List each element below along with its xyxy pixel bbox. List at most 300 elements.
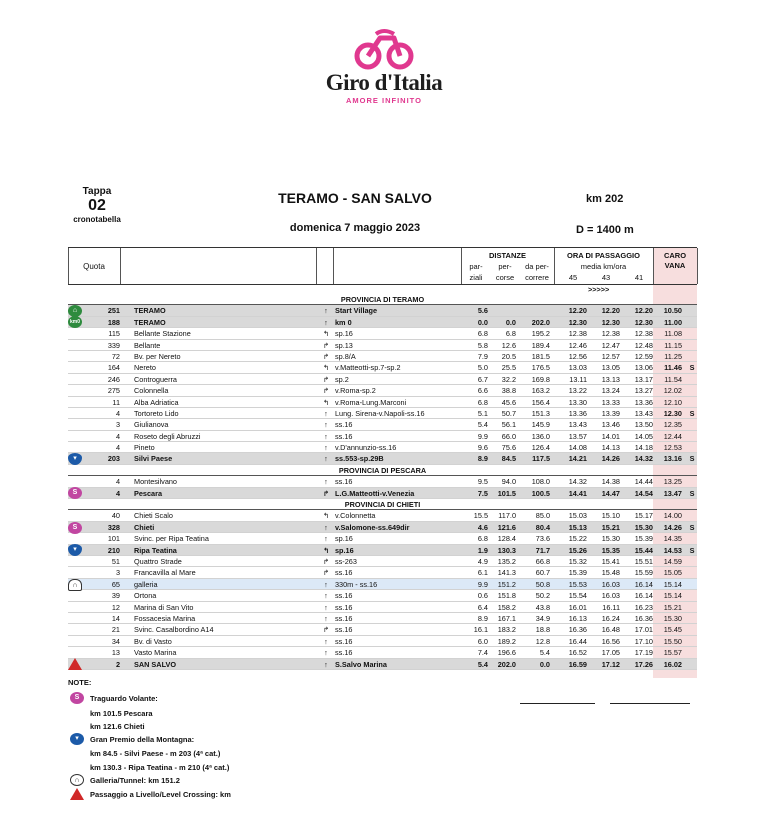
covered-km-cell: 45.6 bbox=[501, 397, 516, 407]
partial-km-cell: 15.5 bbox=[473, 511, 488, 521]
road-cell: ss.16 bbox=[335, 477, 353, 487]
time-45-cell: 16.44 bbox=[568, 636, 587, 646]
covered-km-cell: 167.1 bbox=[497, 613, 516, 623]
location-cell: Pineto bbox=[134, 443, 155, 453]
time-43-cell: 16.56 bbox=[601, 636, 620, 646]
remaining-km-cell: 12.8 bbox=[535, 636, 550, 646]
notes-tv: Traguardo Volante: bbox=[90, 694, 158, 703]
stage-elevation: D = 1400 m bbox=[576, 224, 634, 236]
level-crossing-icon bbox=[70, 788, 84, 800]
time-43-cell: 13.24 bbox=[601, 386, 620, 396]
remaining-km-cell: 117.5 bbox=[532, 454, 550, 464]
caravan-time-cell: 16.02 bbox=[663, 659, 682, 669]
location-cell: Chieti Scalo bbox=[134, 511, 173, 521]
direction-icon: ↰ bbox=[322, 511, 330, 521]
table-row bbox=[68, 488, 697, 499]
arrows-indicator: >>>>> bbox=[588, 285, 610, 294]
time-45-cell: 13.43 bbox=[568, 420, 587, 430]
stage-number-block bbox=[62, 186, 132, 224]
province-name: PROVINCIA DI PESCARA bbox=[338, 465, 427, 475]
partial-km-cell: 9.5 bbox=[477, 477, 488, 487]
time-43-cell: 15.21 bbox=[601, 522, 620, 532]
table-row bbox=[68, 305, 697, 316]
road-cell: ss.16 bbox=[335, 431, 353, 441]
road-cell: ss-263 bbox=[335, 556, 357, 566]
time-41-cell: 16.14 bbox=[634, 579, 653, 589]
direction-icon: ↑ bbox=[324, 648, 328, 658]
time-45-cell: 15.53 bbox=[568, 579, 587, 589]
covered-km-cell: 66.0 bbox=[501, 431, 516, 441]
quota-cell: 4 bbox=[115, 443, 120, 453]
flag-cell: S bbox=[689, 522, 695, 532]
location-cell: TERAMO bbox=[134, 306, 166, 316]
covered-km-cell: 50.7 bbox=[501, 408, 516, 418]
remaining-km-cell: 85.0 bbox=[535, 511, 550, 521]
time-41-cell: 13.27 bbox=[634, 386, 653, 396]
covered-km-cell: 20.5 bbox=[501, 351, 516, 361]
partial-km-cell: 6.6 bbox=[477, 386, 488, 396]
caravan-time-cell: 12.02 bbox=[663, 386, 682, 396]
notes-title: NOTE: bbox=[68, 678, 92, 687]
caravan-time-cell: 13.25 bbox=[663, 477, 682, 487]
table-row bbox=[68, 533, 697, 544]
location-cell: Nereto bbox=[134, 363, 156, 373]
direction-icon: ↰ bbox=[322, 397, 330, 407]
table-row bbox=[68, 442, 697, 453]
location-cell: Colonnella bbox=[134, 386, 169, 396]
remaining-km-cell: 108.0 bbox=[531, 477, 550, 487]
time-45-cell: 16.01 bbox=[568, 602, 587, 612]
stage-date: domenica 7 maggio 2023 bbox=[289, 222, 421, 234]
road-cell: Start Village bbox=[335, 306, 378, 316]
direction-icon: ↱ bbox=[322, 625, 330, 635]
header-vana: VANA bbox=[664, 261, 686, 270]
time-43-cell: 14.47 bbox=[601, 488, 620, 498]
arrows-row bbox=[68, 285, 697, 294]
table-row bbox=[68, 556, 697, 567]
quota-cell: 246 bbox=[107, 374, 120, 384]
time-43-cell: 16.03 bbox=[601, 579, 620, 589]
traguardo-volante-icon: S bbox=[70, 692, 84, 704]
direction-icon: ↑ bbox=[324, 602, 328, 612]
location-cell: Ortona bbox=[134, 591, 157, 601]
time-43-cell: 14.26 bbox=[601, 454, 620, 464]
partial-km-cell: 6.8 bbox=[477, 534, 488, 544]
caravan-time-cell: 11.46 bbox=[664, 363, 682, 373]
covered-km-cell: 6.8 bbox=[505, 329, 516, 339]
covered-km-cell: 128.4 bbox=[497, 534, 516, 544]
covered-km-cell: 183.2 bbox=[497, 625, 516, 635]
direction-icon: ↱ bbox=[322, 351, 330, 361]
table-row bbox=[68, 419, 697, 430]
time-43-cell: 15.41 bbox=[601, 556, 620, 566]
start-icon: ⌂ bbox=[68, 305, 82, 317]
quota-cell: 251 bbox=[107, 306, 120, 316]
direction-icon: ↱ bbox=[322, 340, 330, 350]
quota-cell: 14 bbox=[111, 613, 120, 623]
caravan-time-cell: 11.25 bbox=[664, 351, 682, 361]
remaining-km-cell: 195.2 bbox=[531, 329, 550, 339]
direction-icon: ↑ bbox=[324, 443, 328, 453]
time-41-cell: 13.17 bbox=[634, 374, 653, 384]
header-media: media km/ora bbox=[580, 262, 627, 271]
road-cell: v.Roma-sp.2 bbox=[335, 386, 376, 396]
caravan-time-cell: 15.05 bbox=[663, 568, 682, 578]
time-41-cell: 13.06 bbox=[634, 363, 653, 373]
time-43-cell: 14.01 bbox=[601, 431, 620, 441]
caravan-time-cell: 12.10 bbox=[663, 397, 682, 407]
time-45-cell: 16.59 bbox=[568, 659, 587, 669]
time-43-cell: 14.13 bbox=[601, 443, 620, 453]
partial-km-cell: 9.6 bbox=[477, 443, 488, 453]
time-41-cell: 14.54 bbox=[634, 488, 653, 498]
stage-distance: km 202 bbox=[586, 193, 624, 205]
direction-icon: ↑ bbox=[324, 613, 328, 623]
road-cell: sp.16 bbox=[335, 545, 354, 555]
direction-icon: ↑ bbox=[324, 534, 328, 544]
notes-gpm1: km 84.5 - Silvi Paese - m 203 (4ª cat.) bbox=[90, 749, 221, 758]
time-41-cell: 12.20 bbox=[634, 306, 653, 316]
quota-cell: 34 bbox=[111, 636, 120, 646]
caravan-time-cell: 11.08 bbox=[664, 329, 682, 339]
road-cell: S.Salvo Marina bbox=[335, 659, 387, 669]
caravan-time-cell: 11.15 bbox=[664, 340, 682, 350]
covered-km-cell: 75.6 bbox=[501, 443, 516, 453]
quota-cell: 339 bbox=[107, 340, 120, 350]
location-cell: Bellante Stazione bbox=[134, 329, 191, 339]
header-caro: CARO bbox=[663, 251, 687, 260]
remaining-km-cell: 50.2 bbox=[535, 591, 550, 601]
time-41-cell: 12.38 bbox=[634, 329, 653, 339]
direction-icon: ↑ bbox=[324, 317, 328, 327]
time-41-cell: 13.43 bbox=[634, 408, 653, 418]
time-45-cell: 14.21 bbox=[568, 454, 587, 464]
remaining-km-cell: 43.8 bbox=[535, 602, 550, 612]
gpm-icon: ▾ bbox=[68, 544, 82, 556]
flag-cell: S bbox=[689, 408, 695, 418]
road-cell: ss.553-sp.29B bbox=[335, 454, 384, 464]
road-cell: sp.13 bbox=[335, 340, 353, 350]
stage-title: TERAMO - SAN SALVO bbox=[278, 190, 432, 206]
province-section-row bbox=[68, 465, 697, 476]
road-cell: sp.16 bbox=[335, 534, 353, 544]
location-cell: Bv. per Nereto bbox=[134, 351, 181, 361]
remaining-km-cell: 80.4 bbox=[535, 522, 550, 532]
time-45-cell: 14.41 bbox=[568, 488, 587, 498]
location-cell: Ripa Teatina bbox=[134, 545, 177, 555]
partial-km-cell: 7.5 bbox=[477, 488, 488, 498]
direction-icon: ↰ bbox=[322, 363, 330, 373]
location-cell: SAN SALVO bbox=[134, 659, 177, 669]
quota-cell: 13 bbox=[111, 648, 120, 658]
time-41-cell: 16.14 bbox=[634, 591, 653, 601]
remaining-km-cell: 163.2 bbox=[531, 386, 550, 396]
time-41-cell: 17.26 bbox=[634, 659, 653, 669]
caravan-time-cell: 12.44 bbox=[663, 431, 682, 441]
direction-icon: ↱ bbox=[322, 386, 330, 396]
remaining-km-cell: 5.4 bbox=[539, 648, 550, 658]
direction-icon: ↱ bbox=[322, 374, 330, 384]
header-per: per- bbox=[498, 262, 512, 271]
header-speed-41: 41 bbox=[634, 273, 644, 282]
flag-cell: S bbox=[689, 363, 695, 373]
remaining-km-cell: 66.8 bbox=[535, 556, 550, 566]
direction-icon: ↑ bbox=[324, 659, 328, 669]
table-row bbox=[68, 385, 697, 396]
time-41-cell: 14.32 bbox=[634, 454, 653, 464]
remaining-km-cell: 71.7 bbox=[535, 545, 550, 555]
time-45-cell: 12.46 bbox=[568, 340, 587, 350]
location-cell: galleria bbox=[134, 579, 158, 589]
covered-km-cell: 202.0 bbox=[497, 659, 516, 669]
timetable bbox=[68, 247, 697, 670]
quota-cell: 188 bbox=[107, 317, 120, 327]
time-41-cell: 16.36 bbox=[634, 613, 653, 623]
remaining-km-cell: 151.3 bbox=[531, 408, 550, 418]
road-cell: 330m - ss.16 bbox=[335, 579, 378, 589]
partial-km-cell: 5.1 bbox=[477, 408, 488, 418]
bicycle-logo-icon bbox=[354, 28, 414, 70]
covered-km-cell: 94.0 bbox=[501, 477, 516, 487]
partial-km-cell: 5.0 bbox=[477, 363, 488, 373]
road-cell: km 0 bbox=[335, 317, 352, 327]
remaining-km-cell: 145.9 bbox=[531, 420, 550, 430]
time-45-cell: 16.13 bbox=[568, 613, 587, 623]
time-45-cell: 12.56 bbox=[568, 351, 587, 361]
remaining-km-cell: 156.4 bbox=[531, 397, 550, 407]
quota-cell: 164 bbox=[107, 363, 120, 373]
caravan-time-cell: 14.00 bbox=[663, 511, 682, 521]
table-row bbox=[68, 408, 697, 419]
table-row bbox=[68, 624, 697, 635]
remaining-km-cell: 34.9 bbox=[535, 613, 550, 623]
tunnel-icon: ∩ bbox=[68, 579, 82, 591]
partial-km-cell: 8.9 bbox=[477, 613, 488, 623]
tappa-number: 02 bbox=[88, 197, 106, 214]
quota-cell: 12 bbox=[111, 602, 120, 612]
header-par: par- bbox=[469, 262, 483, 271]
partial-km-cell: 16.1 bbox=[473, 625, 488, 635]
caravan-time-cell: 15.50 bbox=[663, 636, 682, 646]
remaining-km-cell: 60.7 bbox=[535, 568, 550, 578]
caravan-time-cell: 15.30 bbox=[663, 613, 682, 623]
road-cell: Lung. Sirena-v.Napoli-ss.16 bbox=[335, 408, 425, 418]
caravan-time-cell: 14.53 bbox=[663, 545, 682, 555]
time-41-cell: 17.19 bbox=[634, 648, 653, 658]
header-distanze: DISTANZE bbox=[489, 251, 526, 260]
quota-cell: 65 bbox=[111, 579, 120, 589]
direction-icon: ↑ bbox=[324, 591, 328, 601]
time-43-cell: 15.48 bbox=[601, 568, 620, 578]
location-cell: Francavilla al Mare bbox=[134, 568, 196, 578]
flag-cell: S bbox=[689, 545, 695, 555]
time-41-cell: 12.59 bbox=[634, 351, 653, 361]
table-row bbox=[68, 636, 697, 647]
time-43-cell: 13.46 bbox=[601, 420, 620, 430]
partial-km-cell: 5.8 bbox=[477, 340, 488, 350]
notes-gpm2: km 130.3 - Ripa Teatina - m 210 (4ª cat.) bbox=[90, 763, 230, 772]
time-41-cell: 15.39 bbox=[634, 534, 653, 544]
location-cell: Tortoreto Lido bbox=[134, 408, 179, 418]
time-45-cell: 15.13 bbox=[568, 522, 587, 532]
caravan-time-cell: 11.54 bbox=[664, 374, 682, 384]
giro-logo bbox=[322, 28, 446, 124]
time-41-cell: 13.50 bbox=[634, 420, 653, 430]
time-45-cell: 13.36 bbox=[568, 408, 587, 418]
road-cell: ss.16 bbox=[335, 613, 353, 623]
time-41-cell: 12.30 bbox=[634, 317, 653, 327]
time-41-cell: 12.48 bbox=[634, 340, 653, 350]
caravan-time-cell: 12.35 bbox=[663, 420, 682, 430]
quota-cell: 11 bbox=[112, 397, 120, 407]
partial-km-cell: 0.0 bbox=[477, 317, 488, 327]
caravan-time-cell: 14.35 bbox=[663, 534, 682, 544]
road-cell: sp.2 bbox=[335, 374, 349, 384]
time-41-cell: 15.30 bbox=[634, 522, 653, 532]
table-header bbox=[68, 247, 697, 285]
partial-km-cell: 6.7 bbox=[477, 374, 488, 384]
table-row bbox=[68, 659, 697, 670]
time-41-cell: 14.05 bbox=[634, 431, 653, 441]
time-41-cell: 16.23 bbox=[634, 602, 653, 612]
road-cell: v.Roma-Lung.Marconi bbox=[335, 397, 407, 407]
table-row bbox=[68, 431, 697, 442]
time-45-cell: 13.30 bbox=[568, 397, 587, 407]
time-45-cell: 15.26 bbox=[568, 545, 587, 555]
caravan-time-cell: 13.47 bbox=[663, 488, 682, 498]
time-41-cell: 17.10 bbox=[634, 636, 653, 646]
table-row bbox=[68, 397, 697, 408]
road-cell: ss.16 bbox=[335, 625, 353, 635]
location-cell: Roseto degli Abruzzi bbox=[134, 431, 201, 441]
flag-cell: S bbox=[689, 454, 695, 464]
partial-km-cell: 6.4 bbox=[477, 602, 488, 612]
quota-cell: 4 bbox=[115, 408, 120, 418]
time-43-cell: 16.03 bbox=[601, 591, 620, 601]
header-par2: ziali bbox=[469, 273, 483, 282]
time-43-cell: 13.05 bbox=[601, 363, 620, 373]
partial-km-cell: 5.6 bbox=[477, 306, 488, 316]
road-cell: v.D'annunzio-ss.16 bbox=[335, 443, 397, 453]
time-43-cell: 16.48 bbox=[601, 625, 620, 635]
time-41-cell: 14.18 bbox=[634, 443, 653, 453]
time-43-cell: 15.30 bbox=[601, 534, 620, 544]
direction-icon: ↑ bbox=[324, 420, 328, 430]
notes-gpm: Gran Premio della Montagna: bbox=[90, 735, 195, 744]
time-43-cell: 16.11 bbox=[602, 602, 620, 612]
logo-wordmark: Giro d'Italia bbox=[325, 70, 443, 95]
quota-cell: 275 bbox=[107, 386, 120, 396]
partial-km-cell: 5.4 bbox=[477, 659, 488, 669]
time-43-cell: 13.13 bbox=[601, 374, 620, 384]
covered-km-cell: 196.6 bbox=[497, 648, 516, 658]
location-cell: Fossacesia Marina bbox=[134, 613, 196, 623]
table-row bbox=[68, 374, 697, 385]
remaining-km-cell: 0.0 bbox=[539, 659, 550, 669]
province-name: PROVINCIA DI TERAMO bbox=[340, 295, 425, 304]
quota-cell: 40 bbox=[111, 511, 120, 521]
quota-cell: 4 bbox=[115, 477, 120, 487]
header-per2: corse bbox=[495, 273, 515, 282]
time-45-cell: 13.11 bbox=[569, 374, 587, 384]
partial-km-cell: 6.8 bbox=[477, 329, 488, 339]
road-cell: ss.16 bbox=[335, 568, 353, 578]
table-row bbox=[68, 647, 697, 658]
covered-km-cell: 158.2 bbox=[497, 602, 516, 612]
caravan-time-cell: 14.59 bbox=[663, 556, 682, 566]
time-43-cell: 17.05 bbox=[601, 648, 620, 658]
time-45-cell: 13.03 bbox=[568, 363, 587, 373]
caravan-time-cell: 12.30 bbox=[663, 408, 682, 418]
covered-km-cell: 141.3 bbox=[497, 568, 516, 578]
time-43-cell: 12.57 bbox=[601, 351, 620, 361]
header-dac: da per- bbox=[525, 262, 549, 271]
direction-icon: ↑ bbox=[324, 454, 328, 464]
remaining-km-cell: 136.0 bbox=[531, 431, 550, 441]
caravan-time-cell: 15.45 bbox=[663, 625, 682, 635]
covered-km-cell: 101.5 bbox=[497, 488, 516, 498]
partial-km-cell: 9.9 bbox=[477, 579, 488, 589]
direction-icon: ↱ bbox=[322, 488, 330, 498]
covered-km-cell: 32.2 bbox=[501, 374, 516, 384]
quota-cell: 210 bbox=[107, 545, 120, 555]
quota-cell: 39 bbox=[111, 591, 120, 601]
location-cell: Svinc. per Ripa Teatina bbox=[134, 534, 209, 544]
covered-km-cell: 135.2 bbox=[497, 556, 516, 566]
partial-km-cell: 7.9 bbox=[477, 351, 488, 361]
table-row bbox=[68, 510, 697, 521]
time-43-cell: 14.38 bbox=[601, 477, 620, 487]
location-cell: Silvi Paese bbox=[134, 454, 173, 464]
partial-km-cell: 1.9 bbox=[477, 545, 488, 555]
quota-cell: 328 bbox=[107, 522, 120, 532]
table-row bbox=[68, 362, 697, 373]
road-cell: v.Colonnetta bbox=[335, 511, 376, 521]
header-dac2: correre bbox=[525, 273, 549, 282]
location-cell: Montesilvano bbox=[134, 477, 177, 487]
time-45-cell: 16.52 bbox=[568, 648, 587, 658]
direction-icon: ↑ bbox=[324, 431, 328, 441]
table-row bbox=[68, 613, 697, 624]
flag-cell: S bbox=[689, 488, 695, 498]
quota-cell: 4 bbox=[115, 488, 120, 498]
caravan-time-cell: 13.16 bbox=[663, 454, 682, 464]
logo-tagline: AMORE INFINITO bbox=[346, 96, 422, 105]
location-cell: Bellante bbox=[134, 340, 161, 350]
quota-cell: 115 bbox=[108, 329, 120, 339]
time-43-cell: 12.47 bbox=[601, 340, 620, 350]
remaining-km-cell: 176.5 bbox=[531, 363, 550, 373]
quota-cell: 101 bbox=[107, 534, 120, 544]
location-cell: Quattro Strade bbox=[134, 556, 182, 566]
notes-tv2: km 121.6 Chieti bbox=[90, 722, 145, 731]
covered-km-cell: 117.0 bbox=[498, 511, 516, 521]
header-speed-45: 45 bbox=[568, 273, 578, 282]
direction-icon: ↑ bbox=[324, 306, 328, 316]
traguardo-volante-icon: S bbox=[68, 487, 82, 499]
time-45-cell: 13.57 bbox=[568, 431, 587, 441]
quota-cell: 72 bbox=[111, 351, 120, 361]
finish-icon bbox=[68, 658, 82, 670]
time-41-cell: 15.17 bbox=[634, 511, 653, 521]
time-45-cell: 15.54 bbox=[568, 591, 587, 601]
covered-km-cell: 84.5 bbox=[501, 454, 516, 464]
time-41-cell: 15.44 bbox=[634, 545, 653, 555]
table-row bbox=[68, 545, 697, 556]
time-43-cell: 12.20 bbox=[601, 306, 620, 316]
location-cell: Alba Adriatica bbox=[134, 397, 179, 407]
signature-line bbox=[520, 703, 595, 704]
